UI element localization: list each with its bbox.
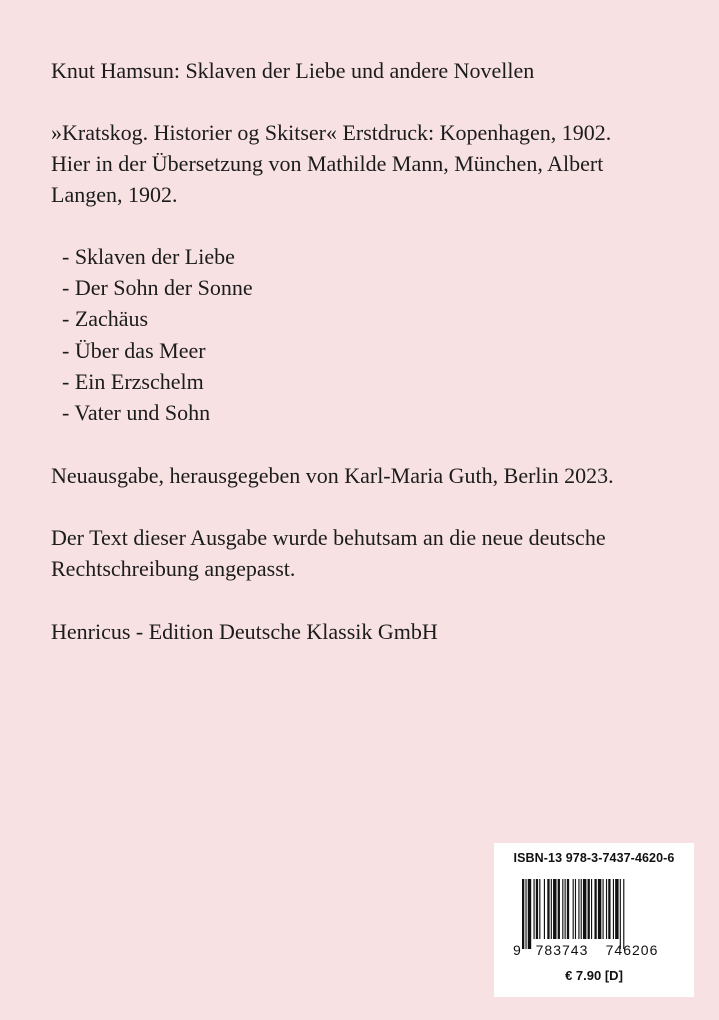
barcode-bar [567, 879, 569, 939]
barcode-bar [544, 879, 545, 939]
orthography-line-1: Der Text dieser Ausgabe wurde behutsam an die neue deutsche [51, 525, 606, 550]
origin-line-3: Langen, 1902. [51, 182, 178, 207]
barcode-bar [606, 879, 607, 939]
barcode-bar [562, 879, 563, 939]
barcode-bar [588, 879, 590, 939]
barcode-bar [583, 879, 586, 939]
list-item: - Sklaven der Liebe [62, 244, 235, 269]
barcode-bar [608, 879, 610, 939]
barcode-bar [613, 879, 614, 939]
publisher-name: Henricus - Edition Deutsche Klassik GmbH [51, 619, 438, 644]
list-item: - Über das Meer [62, 337, 206, 363]
barcode-bar [547, 879, 549, 939]
list-item: - Zachäus [62, 306, 149, 332]
barcode-bar [522, 879, 524, 949]
barcode-digits-left: 783743 [535, 942, 589, 957]
barcode-bar [573, 879, 574, 939]
barcode-icon [512, 879, 680, 957]
book-title-line: Knut Hamsun: Sklaven der Liebe und andere Novellen [51, 58, 535, 83]
origin-line-2: Hier in der Übersetzung von Mathilde Mann, München, Albert [51, 151, 604, 176]
barcode-bar [528, 879, 531, 949]
barcode-bar [525, 879, 526, 949]
barcode-bar [620, 879, 621, 949]
barcode-bar [598, 879, 601, 939]
barcode-bar [615, 879, 618, 939]
barcode-digit-first: 9 [513, 942, 521, 957]
barcode-bar [603, 879, 604, 939]
barcode-bar [551, 879, 552, 939]
barcode-bar [591, 879, 592, 939]
price-text: € 7.90 [D] [565, 968, 623, 983]
list-item: - Der Sohn der Sonne [62, 275, 253, 301]
barcode-bar [539, 879, 540, 939]
isbn-text: ISBN-13 978-3-7437-4620-6 [513, 851, 675, 865]
edition-note: Neuausgabe, herausgegeben von Karl-Maria Guth, Berlin 2023. [51, 463, 614, 488]
barcode-bar [575, 879, 576, 939]
list-item: - Vater und Sohn [62, 400, 211, 426]
contents-list [62, 241, 253, 428]
barcode-label [494, 843, 694, 997]
barcode-bar [623, 879, 624, 949]
barcode-bar [581, 879, 582, 939]
barcode-digits-right: 746206 [605, 942, 659, 957]
barcode-bar [558, 879, 560, 939]
origin-line-1: »Kratskog. Historier og Skitser« Erstdruck: Kopenhagen, 1902. [51, 120, 612, 145]
list-item: - Ein Erzschelm [62, 368, 204, 394]
barcode-bar [594, 879, 596, 939]
barcode-bar [578, 879, 579, 939]
origin-note [51, 117, 691, 210]
orthography-line-2: Rechtschreibung angepasst. [51, 556, 296, 581]
orthography-note [51, 522, 691, 584]
barcode-bar [553, 879, 556, 939]
barcode-bar [565, 879, 566, 939]
barcode-bar [534, 879, 535, 939]
barcode-bar [536, 879, 538, 939]
